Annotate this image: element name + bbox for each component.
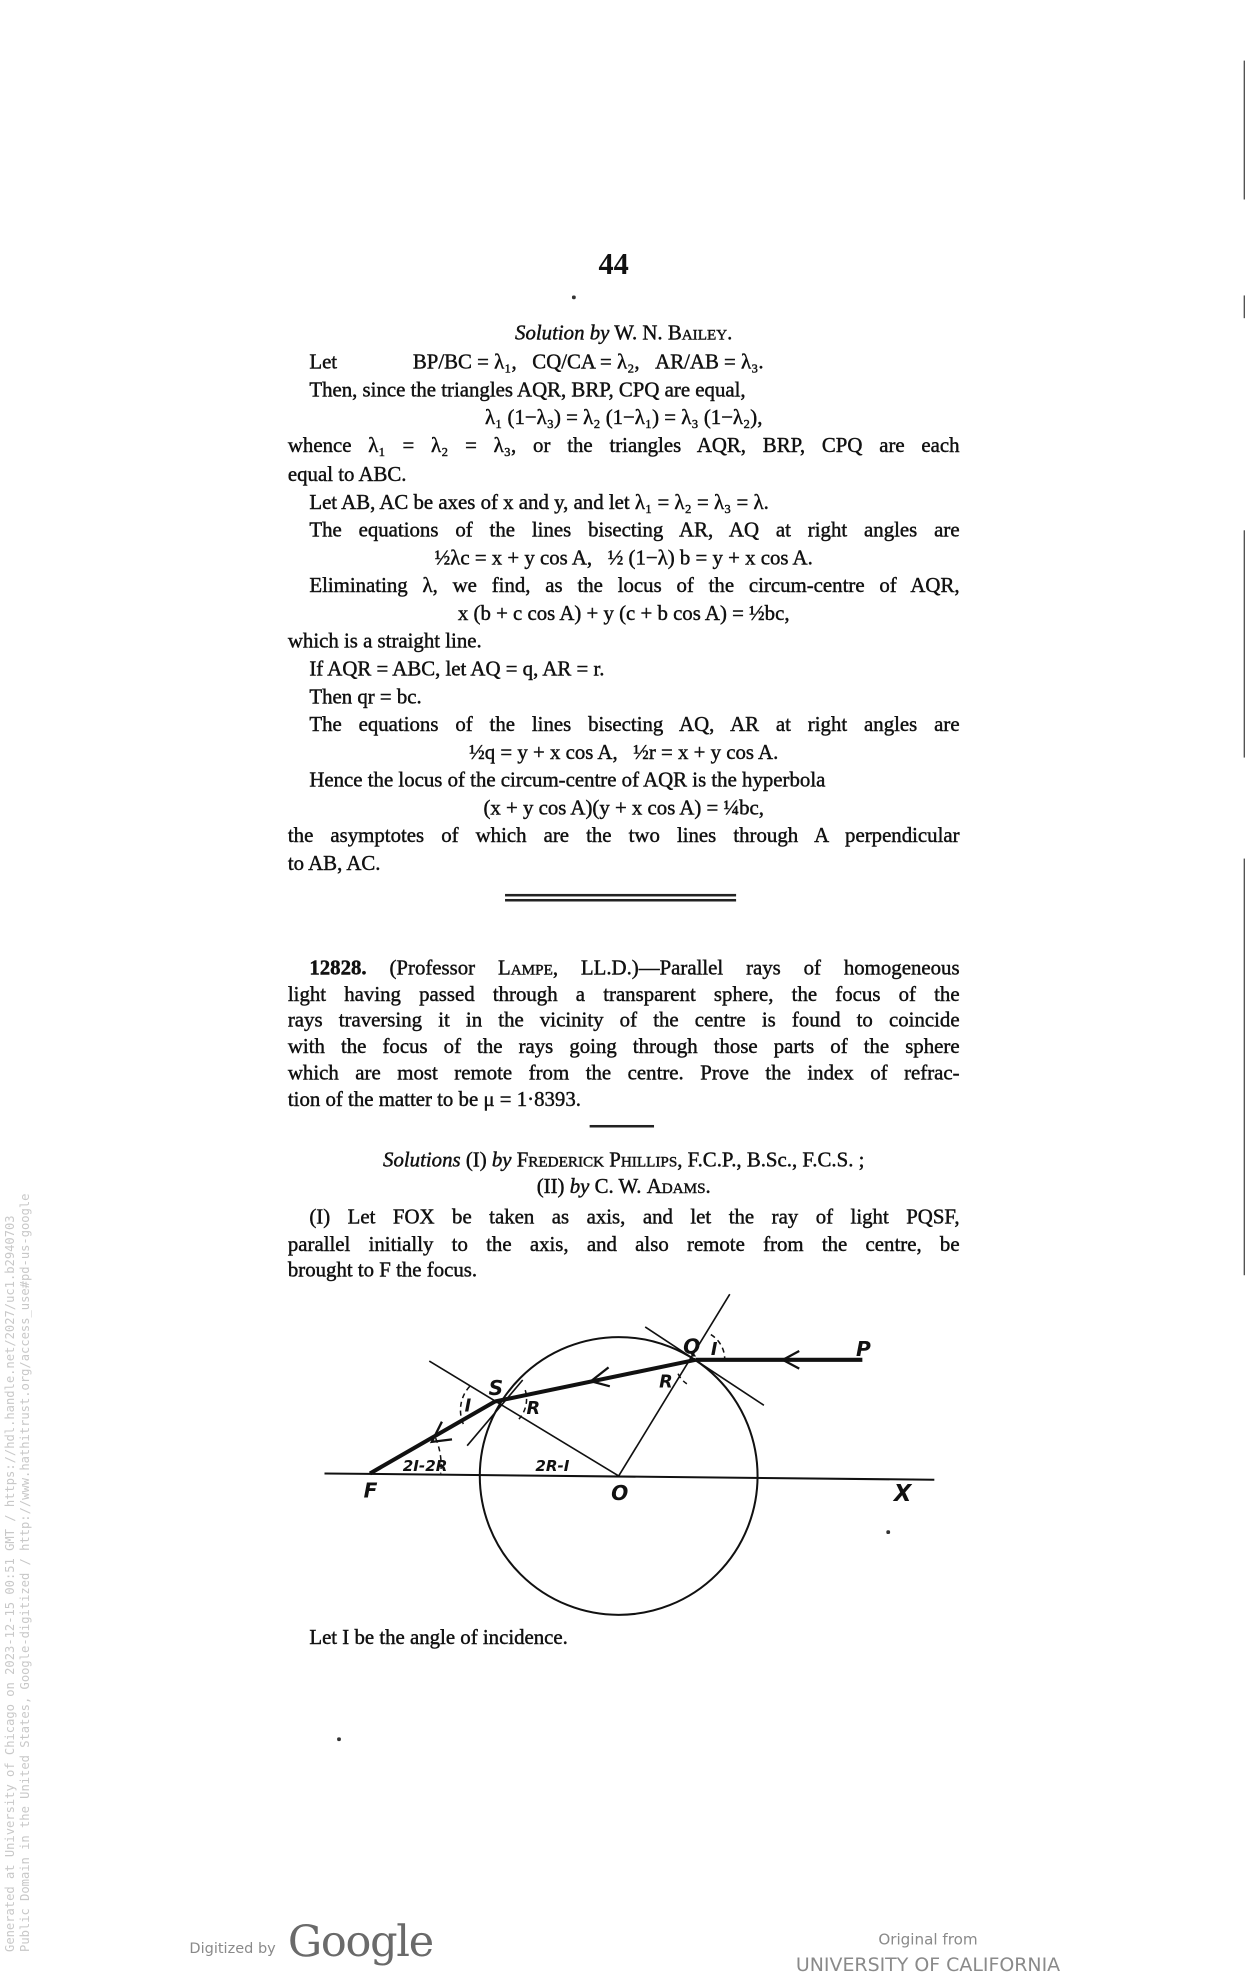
normal-at-s [429, 1361, 618, 1476]
label-x: X [893, 1481, 912, 1508]
label-q: Q [683, 1334, 701, 1359]
speck [337, 1737, 340, 1740]
question-number: 12828. [309, 955, 367, 980]
text: (II) [536, 1174, 570, 1199]
author-name: Frederick Phillips [511, 1147, 678, 1172]
text-line: light having passed through a transparent sphere, the focus of the [287, 982, 960, 1007]
label-s: S [488, 1376, 504, 1401]
equation: BP/BC = λ₁, CQ/CA = λ₂, AR/AB = λ₃. [412, 349, 764, 374]
label-o: O [611, 1480, 629, 1505]
text-line: with the focus of the rays going through those parts of the sphere [287, 1034, 960, 1059]
watermark-line-2: Public Domain in the United States, Google-digitized / http://www.hathitrust.org/access_use#pd-us-google [18, 1193, 33, 1952]
equation: (x + y cos A)(y + x cos A) = ¼bc, [483, 795, 765, 820]
text: by [491, 1147, 512, 1172]
equation: x (b + c cos A) + y (c + b cos A) = ½bc, [457, 600, 790, 625]
speck [886, 1530, 889, 1533]
angle-arc-r-q [678, 1374, 687, 1384]
text-line: Let I be the angle of incidence. [309, 1624, 568, 1649]
text-line: Eliminating λ, we find, as the locus of the circum-centre of AQR, [309, 573, 960, 598]
text-line: Then, since the triangles AQR, BRP, CPQ are equal, [309, 377, 746, 402]
text-line: the asymptotes of which are the two lines through A perpendicular [287, 823, 960, 848]
label-p: P [856, 1337, 871, 1362]
equation: ½λc = x + y cos A, ½ (1−λ) b = y + x cos A. [434, 545, 813, 570]
digitized-by-label: Digitized by [189, 1939, 276, 1958]
label-i-s: I [464, 1396, 472, 1417]
text-line: If AQR = ABC, let AQ = q, AR = r. [309, 656, 605, 681]
text-line: (I) Let FOX be taken as axis, and let the ray of light PQSF, [309, 1204, 960, 1229]
equation: ½q = y + x cos A, ½r = x + y cos A. [469, 739, 779, 764]
page-edge-mark [1244, 859, 1246, 1276]
page-edge-mark [1244, 295, 1246, 318]
text: by [569, 1174, 590, 1199]
text-line: rays traversing it in the vicinity of the centre is found to coincide [287, 1007, 960, 1032]
label-r-q: R [659, 1372, 673, 1393]
text-line: Hence the locus of the circum-centre of AQR is the hyperbola [309, 767, 826, 792]
watermark-line-1: Generated at University of Chicago on 2023-12-15 00:51 GMT / https://hdl.handle.net/2027/uc1.b2940703 [3, 1215, 18, 1952]
page-edge-mark [1244, 61, 1246, 200]
text: , LL.D.)—Parallel rays of homogeneous [552, 955, 960, 980]
university-label: UNIVERSITY OF CALIFORNIA [795, 1953, 1061, 1976]
label-2r-i: 2R-I [535, 1456, 570, 1475]
author-name: Bailey. [667, 320, 733, 345]
google-logo: Google [287, 1916, 433, 1968]
text: Solutions [383, 1147, 461, 1172]
page-number: 44 [598, 248, 629, 282]
label-f: F [363, 1478, 378, 1503]
page-edge-mark [1244, 530, 1246, 757]
text-line: Then qr = bc. [309, 684, 422, 709]
original-from-label: Original from [878, 1930, 978, 1949]
text: C. W. [589, 1174, 647, 1199]
text-line: whence λ₁ = λ₂ = λ₃, or the triangles AQR, BRP, CPQ are each [287, 433, 960, 458]
text: (Professor [366, 955, 498, 980]
text-line: parallel initially to the axis, and also remote from the centre, be [287, 1232, 960, 1257]
text-line: equal to ABC. [287, 462, 407, 487]
text-line: brought to F the focus. [287, 1257, 478, 1282]
text: , F.C.P., B.Sc., F.C.S. ; [677, 1147, 865, 1172]
normal-at-q [619, 1294, 730, 1476]
label-2i-2r: 2I-2R [402, 1456, 448, 1475]
text-line: The equations of the lines bisecting AR, AQ at right angles are [309, 517, 960, 542]
equation: λ₁ (1−λ₃) = λ₂ (1−λ₁) = λ₃ (1−λ₂), [484, 405, 763, 430]
text-line: Let AB, AC be axes of x and y, and let λ₁ = λ₂ = λ₃ = λ. [309, 489, 769, 514]
text-line: tion of the matter to be μ = 1·8393. [287, 1087, 581, 1112]
heading-by: Solution by [515, 320, 610, 345]
proposer-name: Lampe [497, 955, 553, 980]
text-line: Let [309, 349, 338, 374]
author-initials: W. N. [609, 320, 668, 345]
text: (I) [460, 1147, 492, 1172]
author-name: Adams. [646, 1174, 711, 1199]
label-r-s: R [526, 1399, 541, 1420]
label-i-q: I [710, 1339, 718, 1360]
text-line: which are most remote from the centre. Prove the index of refrac- [287, 1060, 960, 1085]
text-line: which is a straight line. [287, 628, 482, 653]
text-line: to AB, AC. [287, 850, 381, 875]
text-line: The equations of the lines bisecting AQ, AR at right angles are [309, 712, 960, 737]
